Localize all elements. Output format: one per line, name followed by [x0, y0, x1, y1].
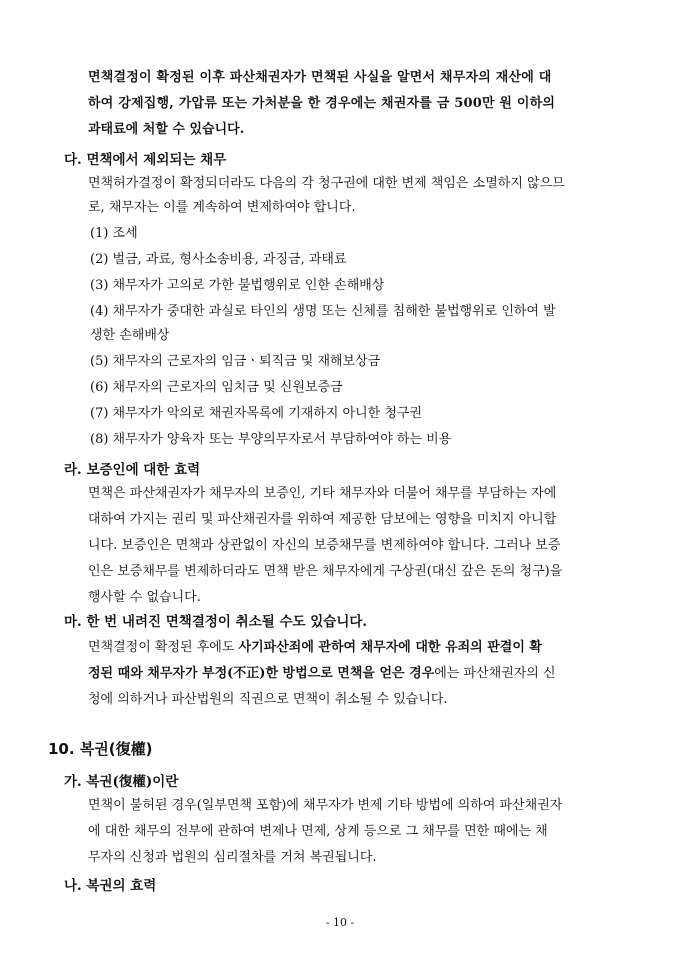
section-ma-heading-emphasis: 면책결정이 취소될 수도 있습니다.: [165, 614, 368, 630]
section-10-ga-line: 무자의 신청과 법원의 심리절차를 거쳐 복권됩니다.: [88, 850, 377, 865]
section-ra-heading: 라. 보증인에 대한 효력: [64, 462, 201, 478]
section-10-ga-heading: 가. 복권(復權)이란: [64, 774, 179, 790]
section-10-ga-line: 에 대한 채무의 전부에 관하여 변제나 면제, 상계 등으로 그 채무를 면한 때에는 채: [88, 824, 548, 839]
list-item: (7) 채무자가 악의로 채권자목록에 기재하지 아니한 청구권: [90, 406, 423, 421]
section-ra-line: 대하여 가지는 권리 및 파산채권자를 위하여 제공한 담보에는 영향을 미치지 아니합: [88, 512, 557, 527]
section-ma-line-1: [88, 638, 542, 658]
section-ma-line-2-bold: 정된 때와 채무자가 부정(不正)한 방법으로 면책을 얻은 경우: [88, 666, 435, 681]
list-item: 생한 손해배상: [90, 328, 170, 343]
section-da-text-2: 로, 채무자는 이를 계속하여 변제하여야 합니다.: [88, 200, 356, 215]
section-ma-line-1-bold: 사기파산죄에 관하여 채무자에 대한 유죄의 판결이 확: [238, 640, 542, 655]
section-10-ga-line: 면책이 불허된 경우(일부면책 포함)에 채무자가 변제 기타 방법에 의하여 파산채권자: [88, 798, 563, 813]
list-item: (1) 조세: [90, 226, 138, 241]
section-ra-line: 니다. 보증인은 면책과 상관없이 자신의 보증채무를 변제하여야 합니다. 그러나 보증: [88, 538, 561, 553]
section-10-na-heading: 나. 복권의 효력: [64, 878, 157, 894]
intro-line-2: 하여 강제집행, 가압류 또는 가처분을 한 경우에는 채권자를 금 500만 원 이하의: [88, 96, 556, 111]
section-ra-line: 인은 보증채무를 변제하더라도 면책 받은 채무자에게 구상권(대신 갚은 돈의 청구)을: [88, 564, 563, 579]
section-da-text-1: 면책허가결정이 확정되더라도 다음의 각 청구권에 대한 변제 책임은 소멸하지 않으므: [88, 176, 565, 191]
list-item: (8) 채무자가 양육자 또는 부양의무자로서 부담하여야 하는 비용: [90, 432, 452, 447]
list-item: (2) 벌금, 과료, 형사소송비용, 과징금, 과태료: [90, 252, 347, 267]
section-ma-line-2-plain: 에는 파산채권자의 신: [434, 666, 556, 681]
list-item: (6) 채무자의 근로자의 임치금 및 신원보증금: [90, 380, 343, 395]
list-item: (5) 채무자의 근로자의 임금ㆍ퇴직금 및 재해보상금: [90, 354, 381, 369]
section-ma-line-2: [88, 664, 556, 684]
list-item: (4) 채무자가 중대한 과실로 타인의 생명 또는 신체를 침해한 불법행위로 인하여 발: [90, 304, 556, 319]
section-ma-line-1-plain: 면책결정이 확정된 후에도: [88, 640, 239, 655]
page-number: - 10 -: [325, 916, 355, 929]
section-10-title: 10. 복권(復權): [48, 740, 153, 758]
section-da-heading: 다. 면책에서 제외되는 채무: [64, 152, 227, 168]
section-ma-heading: [64, 612, 367, 632]
list-item: (3) 채무자가 고의로 가한 불법행위로 인한 손해배상: [90, 278, 385, 293]
intro-line-3: 과태료에 처할 수 있습니다.: [88, 122, 245, 137]
section-ra-line: 면책은 파산채권자가 채무자의 보증인, 기타 채무자와 더불어 채무를 부담하는 자에: [88, 486, 557, 501]
section-ma-line-3: 청에 의하거나 파산법원의 직권으로 면책이 취소될 수 있습니다.: [88, 692, 448, 707]
intro-line-1: 면책결정이 확정된 이후 파산채권자가 면책된 사실을 알면서 채무자의 재산에 대: [88, 70, 552, 85]
section-ra-line: 행사할 수 없습니다.: [88, 590, 201, 605]
section-ma-heading-prefix: 마. 한 번 내려진: [64, 614, 166, 630]
